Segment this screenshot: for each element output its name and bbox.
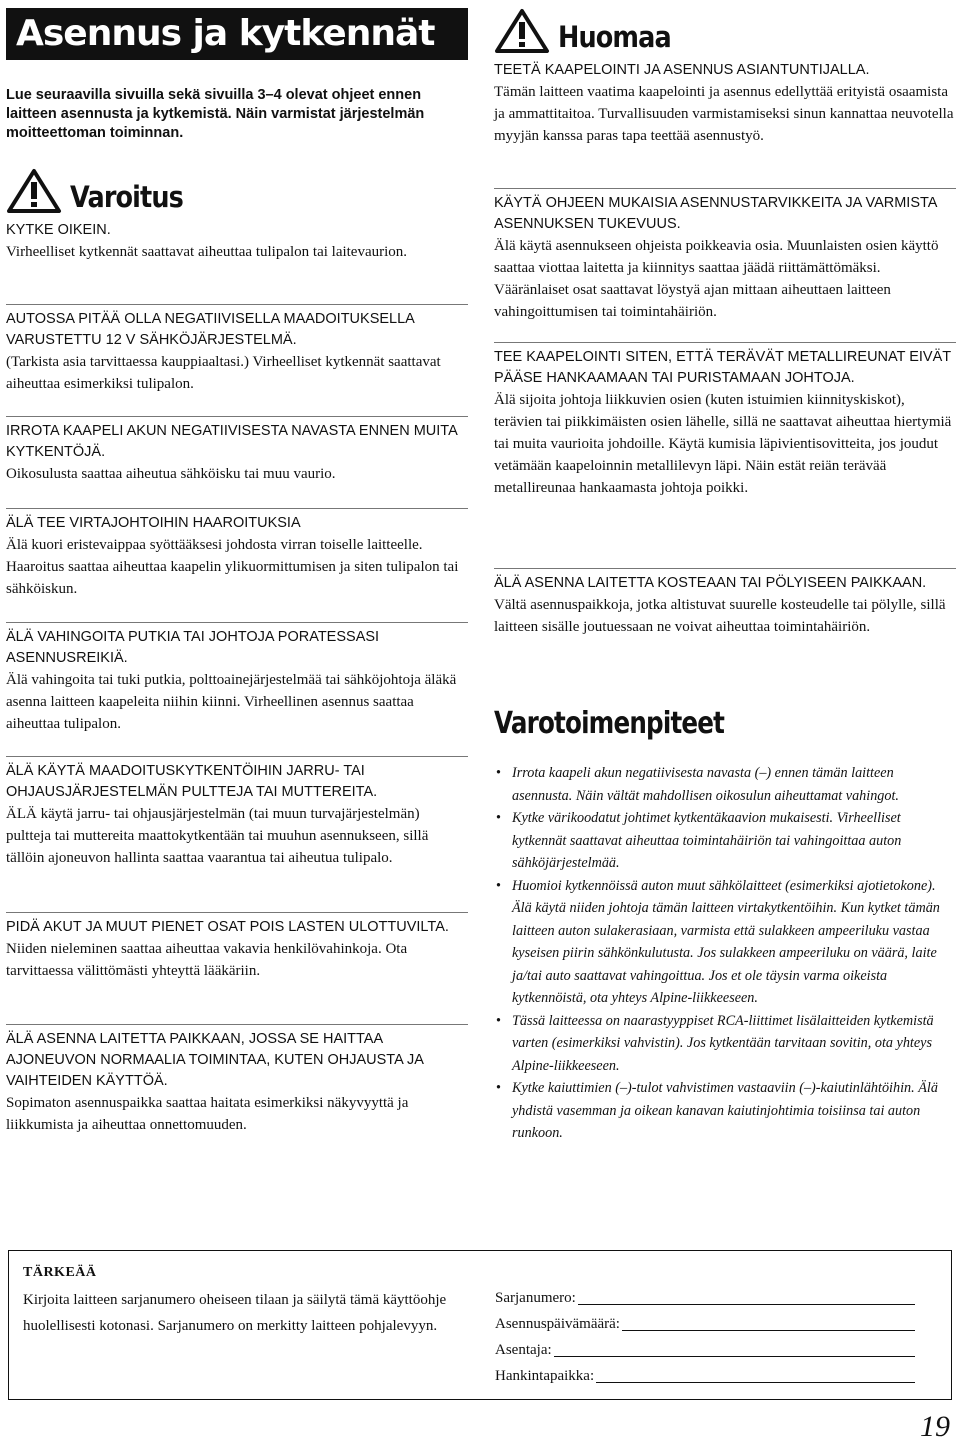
warning-section xyxy=(6,912,468,982)
page-title: Asennus ja kytkennät xyxy=(6,8,468,60)
important-box xyxy=(8,1250,952,1400)
warning-header xyxy=(6,168,198,214)
section-heading: PIDÄ AKUT JA MUUT PIENET OSAT POIS LASTEN ULOTTUVILTA. xyxy=(6,919,449,935)
caution-section xyxy=(494,60,956,147)
warning-section xyxy=(6,756,468,869)
caution-section xyxy=(494,188,956,323)
section-heading: ÄLÄ VAHINGOITA PUTKIA TAI JOHTOJA PORATESSASI ASENNUSREIKIÄ. xyxy=(6,629,380,666)
list-item-text: Huomioi kytkennöissä auton muut sähkölaitteet (esimerkiksi ajotietokone). Älä käytä niiden johtoja tämän laitteen virtakytkentöihin. Kun kytket tämän laitteen auton sulakerasiaan, varmista että sulakkeen ampeeriluku vastaa kyseisen piirin sähkönkulutusta. Jos sulakkeen ampeeriluku on väärä, laite ja/tai auto saattavat vahingoittua. Jos et ole täysin varma oikeista kytkennöistä, ota yhteys Alpine-liikkeeseen. xyxy=(512,877,940,1006)
page-number: 19 xyxy=(920,1410,950,1443)
install-date-field[interactable]: Asennuspäivämäärä: xyxy=(495,1311,915,1337)
section-body: Älä vahingoita tai tuki putkia, polttoainejärjestelmää tai sähköjohtoja äläkä asenna laitteen kaapeleita niihin kiinni. Virheellinen asennus saattaa aiheuttaa tulipalon. xyxy=(6,672,457,732)
important-body: Kirjoita laitteen sarjanumero oheiseen tilaan ja säilytä tämä käyttöohje huolellisesti kotonasi. Sarjanumero on merkitty laitteen pohjalevyyn. xyxy=(23,1292,447,1334)
precautions-list xyxy=(494,762,954,1145)
serial-number-field[interactable]: Sarjanumero: xyxy=(495,1285,915,1311)
section-body: Sopimaton asennuspaikka saattaa haitata esimerkiksi näkyvyyttä ja liikkumista ja aiheuttaa onnettomuuden. xyxy=(6,1095,409,1133)
list-item: • Kytke värikoodatut johtimet kytkentäkaavion mukaisesti. Virheelliset kytkennät saattavat aiheuttaa toimintahäiriön tai vahingoittaa auton sähköjärjestelmää. xyxy=(496,810,902,871)
precautions-title: Varotoimenpiteet xyxy=(494,706,725,741)
warning-section xyxy=(6,1024,468,1136)
list-item-text: Irrota kaapeli akun negatiivisesta navasta (–) ennen tämän laitteen asennusta. Näin vältät mahdollisen oikosulun aiheuttamat vahingot. xyxy=(512,765,899,804)
section-body: Virheelliset kytkennät saattavat aiheuttaa tulipalon tai laitevaurion. xyxy=(6,244,408,260)
section-body: Älä kuori eristevaippaa syöttääksesi johdosta virran toiselle laitteelle. Haaroitus saattaa aiheuttaa kaapelin ylikuormittumisen ja siten tulipalon tai sähköiskun. xyxy=(6,537,459,597)
warning-section xyxy=(6,304,468,395)
warning-section xyxy=(6,508,468,600)
list-item: • Kytke kaiuttimien (–)-tulot vahvistimen vastaaviin (–)-kaiutinlähtöihin. Älä yhdistä vasemman ja oikean kanavan kaiutinjohtimia toisiinsa tai auton runkoon. xyxy=(496,1080,938,1141)
section-body: Tämän laitteen vaatima kaapelointi ja asennus edellyttää erityistä osaamista ja ammattitaitoa. Turvallisuuden varmistamiseksi sinun kannattaa neuvotella myyjän kanssa paras tapa teettää asennustyö. xyxy=(494,84,954,144)
section-body: (Tarkista asia tarvittaessa kauppiaaltasi.) Virheelliset kytkennät saattavat aiheuttaa esimerkiksi tulipalon. xyxy=(6,354,441,392)
warning-section xyxy=(6,220,468,263)
section-heading: TEETÄ KAAPELOINTI JA ASENNUS ASIANTUNTIJALLA. xyxy=(494,62,870,78)
section-heading: ÄLÄ ASENNA LAITETTA KOSTEAAN TAI PÖLYISEEN PAIKKAAN. xyxy=(494,575,927,591)
caution-section xyxy=(494,342,956,499)
list-item-text: Tässä laitteessa on naarastyyppiset RCA-liittimet lisälaitteiden kytkemistä varten (esimerkiksi vahvistin). Jos kytkentään tarvitaan sovitin, ota yhteys Alpine-liikkeeseen. xyxy=(512,1012,934,1074)
warning-triangle-icon xyxy=(494,8,550,54)
caution-header xyxy=(494,8,686,54)
installer-field[interactable]: Asentaja: xyxy=(495,1337,915,1363)
intro-text: Lue seuraavilla sivuilla sekä sivuilla 3–4 olevat ohjeet ennen laitteen asennusta ja kytkemistä. Näin varmistat järjestelmän moitteettoman toiminnan. xyxy=(6,87,425,141)
list-item: • Tässä laitteessa on naarastyyppiset RCA-liittimet lisälaitteiden kytkemistä varten (esimerkiksi vahvistin). Jos kytkentään tarvitaan sovitin, ota yhteys Alpine-liikkeeseen. xyxy=(496,1012,934,1074)
section-body: Älä käytä asennukseen ohjeista poikkeavia osia. Muunlaisten osien käyttö saattaa viottaa laitetta ja kiinnitys saattaa jäädä riittämättömäksi. Vääränlaiset osat saattavat löystyä ajan mittaan aiheuttaen laitteen vahingoittumisen tai toimintahäiriön. xyxy=(494,238,939,320)
section-heading: KÄYTÄ OHJEEN MUKAISIA ASENNUSTARVIKKEITA JA VARMISTA ASENNUKSEN TUKEVUUS. xyxy=(494,195,937,232)
important-title: TÄRKEÄÄ xyxy=(23,1265,97,1280)
section-heading: AUTOSSA PITÄÄ OLLA NEGATIIVISELLA MAADOITUKSELLA VARUSTETTU 12 V SÄHKÖJÄRJESTELMÄ. xyxy=(6,311,415,348)
section-heading: KYTKE OIKEIN. xyxy=(6,222,111,238)
section-heading: IRROTA KAAPELI AKUN NEGATIIVISESTA NAVASTA ENNEN MUITA KYTKENTÖJÄ. xyxy=(6,423,457,460)
section-body: Oikosulusta saattaa aiheutua sähköisku tai muu vaurio. xyxy=(6,466,336,482)
warning-label: Varoitus xyxy=(70,180,183,214)
warning-section xyxy=(6,622,468,735)
section-body: Vältä asennuspaikkoja, jotka altistuvat suurelle kosteudelle tai pölylle, sillä laitteen sisälle joutuessaan ne voivat aiheuttaa toimintahäiriön. xyxy=(494,597,946,635)
caution-label: Huomaa xyxy=(558,20,671,54)
section-heading: ÄLÄ ASENNA LAITETTA PAIKKAAN, JOSSA SE HAITTAA AJONEUVON NORMAALIA TOIMINTAA, KUTEN OHJAUSTA JA VAIHTEIDEN KÄYTTÖÄ. xyxy=(6,1031,424,1089)
list-item: • Irrota kaapeli akun negatiivisesta navasta (–) ennen tämän laitteen asennusta. Näin vältät mahdollisen oikosulun aiheuttamat vahingot. xyxy=(496,765,899,804)
section-body: Niiden nieleminen saattaa aiheuttaa vakavia henkilövahinkoja. Ota tarvittaessa välittömästi yhteyttä lääkäriin. xyxy=(6,941,408,979)
purchase-place-field[interactable]: Hankintapaikka: xyxy=(495,1363,915,1389)
section-body: Älä sijoita johtoja liikkuvien osien (kuten istuimien kiinnityskiskot), terävien tai piikkimäisten osien lähelle, sillä ne saattavat aiheuttaa hiertymiä tai muita vaurioita johdoille. Käytä kumisia läpivientisovitteita, jos joudut vetämään kaapeloinnin metallilevyn läpi. Näin estät reiän terävää metallireunaa hankaamasta johtoja poikki. xyxy=(494,392,952,496)
caution-section xyxy=(494,568,956,638)
section-body: ÄLÄ käytä jarru- tai ohjausjärjestelmän (tai muun turvajärjestelmän) pultteja tai muttereita maattokytkentään tai muuhun asennukseen, sillä tällöin ajoneuvon hallinta saattaa vaarantua tai aiheutua tulipalo. xyxy=(6,806,429,866)
warning-triangle-icon xyxy=(6,168,62,214)
list-item-text: Kytke värikoodatut johtimet kytkentäkaavion mukaisesti. Virheelliset kytkennät saattavat aiheuttaa toimintahäiriön tai vahingoittaa auton sähköjärjestelmää. xyxy=(512,810,902,871)
section-heading: ÄLÄ KÄYTÄ MAADOITUSKYTKENTÖIHIN JARRU- TAI OHJAUSJÄRJESTELMÄN PULTTEJA TAI MUTTEREITA. xyxy=(6,763,378,800)
section-heading: ÄLÄ TEE VIRTAJOHTOIHIN HAAROITUKSIA xyxy=(6,515,301,531)
record-fields xyxy=(495,1285,915,1389)
section-heading: TEE KAAPELOINTI SITEN, ETTÄ TERÄVÄT METALLIREUNAT EIVÄT PÄÄSE HANKAAMAAN TAI PURISTAMAAN JOHTOJA. xyxy=(494,349,951,386)
warning-section xyxy=(6,416,468,485)
list-item-text: Kytke kaiuttimien (–)-tulot vahvistimen vastaaviin (–)-kaiutinlähtöihin. Älä yhdistä vasemman ja oikean kanavan kaiutinjohtimia toisiinsa tai auton runkoon. xyxy=(512,1080,938,1141)
list-item: • Huomioi kytkennöissä auton muut sähkölaitteet (esimerkiksi ajotietokone). Älä käytä niiden johtoja tämän laitteen virtakytkentöihin. Kun kytket tämän laitteen auton sulakerasiaan, varmista että sulakkeen ampeeriluku vastaa kyseisen piirin sähkönkulutusta. Jos sulakkeen ampeeriluku on väärä, laite ja/tai auto saattavat vahingoittua. Jos et ole täysin varma oikeista kytkennöistä, ota yhteys Alpine-liikkeeseen. xyxy=(496,877,940,1006)
